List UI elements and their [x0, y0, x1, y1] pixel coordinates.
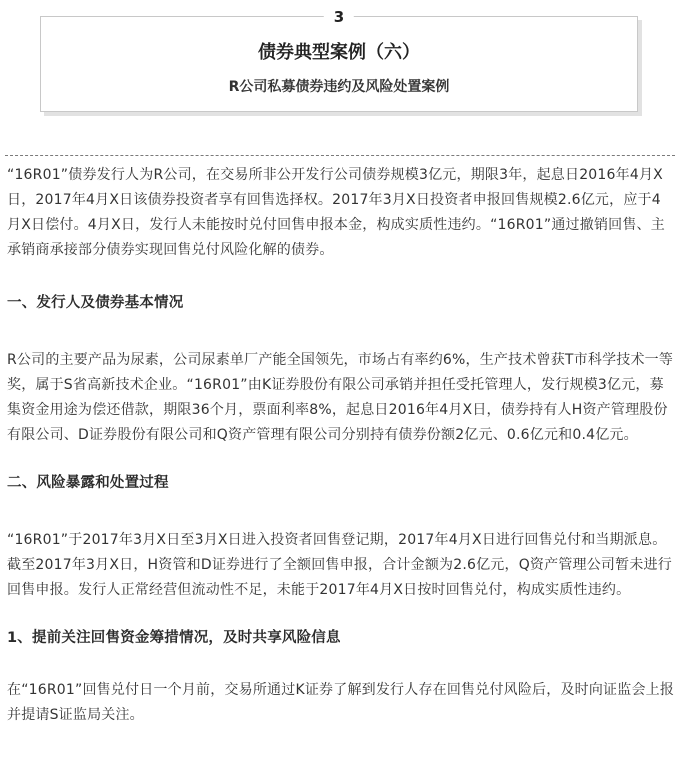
- risk-paragraph: “16R01”于2017年3月X日至3月X日进入投资者回售登记期，2017年4月X日进行回售兑付和当期派息。截至2017年3月X日，H资管和D证券进行了全额回售申报，合计金额为2.6亿元，Q资产管理公司暂未进行回售申报。发行人正常经营但流动性不足，未能于2017年4月X日按时回售兑付，构成实质性违约。: [7, 532, 672, 598]
- issuer-paragraph: R公司的主要产品为尿素，公司尿素单厂产能全国领先，市场占有率约6%，生产技术曾获T市科学技术一等奖，属于S省高新技术企业。“16R01”由K证券股份有限公司承销并担任受托管理人，发行规模3亿元，募集资金用途为偿还借款，期限36个月，票面利率8%，起息日2016年4月X日，债券持有人H资产管理股份有限公司、D证券股份有限公司和Q资产管理有限公司分别持有债券份额2亿元、0.6亿元和0.4亿元。: [7, 352, 674, 443]
- intro-paragraph: “16R01”债券发行人为R公司，在交易所非公开发行公司债券规模3亿元，期限3年，起息日2016年4月X日，2017年4月X日该债券投资者享有回售选择权。2017年3月X日投资者申报回售规模2.6亿元，应于4月X日偿付。4月X日，发行人未能按时兑付回售申报本金，构成实质性违约。“16R01”通过撤销回售、主承销商承接部分债券实现回售兑付风险化解的债券。: [7, 167, 665, 258]
- funding-paragraph: 在“16R01”回售兑付日一个月前，交易所通过K证券了解到发行人存在回售兑付风险后，及时向证监会上报并提请S证监局关注。: [7, 682, 675, 723]
- section-heading-risk: 二、风险暴露和处置过程: [7, 475, 169, 491]
- section-heading-issuer: 一、发行人及债券基本情况: [7, 295, 184, 311]
- case-subtitle: R公司私募债券违约及风险处置案例: [228, 79, 450, 95]
- case-title: 债券典型案例（六）: [258, 42, 420, 63]
- case-number: 3: [324, 7, 354, 27]
- dashed-divider: [5, 155, 675, 156]
- case-title-box: [40, 8, 638, 112]
- article-body: [7, 163, 675, 728]
- section-heading-funding: 1、提前关注回售资金筹措情况，及时共享风险信息: [7, 630, 341, 646]
